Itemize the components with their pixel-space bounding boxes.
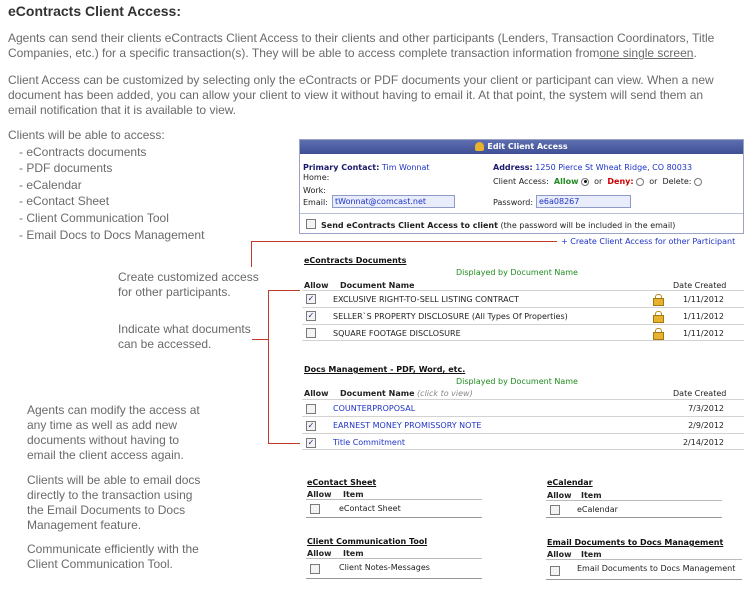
intro-text: . [693, 46, 697, 60]
access-list-title: Clients will be able to access: [8, 128, 165, 142]
password-field[interactable]: e6a08267 [536, 195, 631, 208]
communication-tool-title: Client Communication Tool [307, 537, 428, 546]
ecalendar-title: eCalendar [547, 478, 593, 487]
connector-line [268, 290, 300, 291]
allow-column-header: Allow [547, 491, 572, 500]
access-item: - Client Communication Tool [8, 210, 204, 227]
note-email-docs [27, 473, 200, 533]
delete-radio[interactable] [694, 178, 702, 186]
edit-client-access-panel [299, 139, 744, 234]
note-line: for other participants. [118, 285, 231, 299]
send-access-label: Send eContracts Client Access to client [321, 221, 498, 230]
note-line: Create customized access [118, 270, 259, 284]
item-label: eContact Sheet [339, 504, 401, 513]
allow-checkbox[interactable]: ✓ [307, 421, 315, 430]
intro-paragraph-2 [8, 73, 748, 118]
document-name-column-header: Document Name [340, 281, 415, 290]
note-line: Client Communication Tool. [27, 557, 173, 571]
note-indicate-docs [118, 322, 251, 352]
intro-line [8, 46, 748, 61]
create-access-link[interactable]: + Create Client Access for other Participant [561, 237, 736, 246]
allow-radio[interactable] [581, 178, 589, 186]
item-column-header: Item [343, 490, 364, 499]
document-date: 2/9/2012 [688, 421, 724, 430]
or-label: or [594, 177, 603, 186]
table-row [302, 416, 744, 433]
document-date: 1/11/2012 [682, 329, 724, 338]
allow-column-header: Allow [547, 550, 572, 559]
item-label: Email Documents to Docs Management [577, 564, 736, 573]
lock-icon [653, 294, 662, 304]
connector-line [251, 241, 252, 267]
allow-column-header: Allow [304, 281, 329, 290]
table-divider [546, 500, 722, 501]
email-docs-table [546, 538, 742, 580]
document-link[interactable]: EARNEST MONEY PROMISSORY NOTE [333, 421, 482, 430]
table-divider [306, 558, 482, 559]
panel-title: Edit Client Access [487, 142, 568, 151]
deny-label: Deny: [607, 177, 634, 186]
docs-sort-label: Displayed by Document Name [456, 377, 578, 386]
allow-checkbox[interactable] [306, 328, 316, 338]
econtact-sheet-table [306, 478, 482, 518]
document-link[interactable]: Title Commitment [333, 438, 406, 447]
date-created-column-header: Date Created [673, 389, 727, 398]
click-to-view-hint: (click to view) [417, 389, 473, 398]
document-name-header-text: Document Name [340, 389, 415, 398]
document-date: 2/14/2012 [682, 438, 724, 447]
document-date: 7/3/2012 [688, 404, 724, 413]
address-row [493, 163, 692, 172]
note-line: Clients will be able to email docs [27, 473, 201, 487]
send-access-note: (the password will be included in the email) [500, 221, 676, 230]
table-row [302, 290, 744, 307]
table-divider [306, 499, 482, 500]
primary-contact-name: Tim Wonnat [381, 163, 430, 172]
connector-line [268, 443, 300, 444]
lock-icon [653, 328, 662, 338]
allow-checkbox[interactable] [550, 505, 560, 515]
allow-checkbox[interactable] [306, 404, 316, 414]
item-column-header: Item [343, 549, 364, 558]
send-access-row [321, 221, 675, 230]
econtact-sheet-title: eContact Sheet [307, 478, 377, 487]
password-label: Password: [493, 198, 534, 207]
panel-divider [300, 213, 743, 214]
allow-label: Allow [553, 177, 579, 186]
connector-line [268, 290, 269, 443]
table-row [302, 324, 744, 341]
date-created-column-header: Date Created [673, 281, 727, 290]
table-row [302, 433, 744, 450]
delete-label: Delete: [662, 177, 692, 186]
note-line: Agents can modify the access at [27, 403, 200, 417]
primary-contact-row [303, 163, 430, 172]
econtracts-section-title: eContracts Documents [304, 256, 407, 265]
intro-line: Agents can send their clients eContracts Client Access to their clients and other participants (Lenders, Transaction Coordinators, Title [8, 31, 715, 45]
document-date: 1/11/2012 [682, 312, 724, 321]
item-column-header: Item [581, 550, 602, 559]
page-heading: eContracts Client Access: [8, 3, 181, 19]
deny-radio[interactable] [636, 178, 644, 186]
allow-checkbox[interactable]: ✓ [307, 311, 315, 320]
document-link[interactable]: COUNTERPROPOSAL [333, 404, 416, 413]
access-item: - PDF documents [8, 160, 204, 177]
intro-text: Companies, etc.) for a specific transaction(s). They will be able to access complete transaction information from [8, 46, 600, 60]
document-name: SELLER`S PROPERTY DISCLOSURE (All Types Of Properties) [333, 312, 568, 321]
client-access-label: Client Access: [493, 177, 549, 186]
address-label: Address: [493, 163, 533, 172]
allow-column-header: Allow [304, 389, 329, 398]
note-line: can be accessed. [118, 337, 212, 351]
note-line: directly to the transaction using [27, 488, 193, 502]
table-row [302, 399, 744, 416]
lock-icon [653, 311, 662, 321]
allow-column-header: Allow [307, 490, 332, 499]
send-access-checkbox[interactable] [306, 219, 316, 229]
one-screen-emphasis: one single screen [599, 46, 694, 60]
access-item: - eContact Sheet [8, 193, 204, 210]
econtracts-sort-label: Displayed by Document Name [456, 268, 578, 277]
document-date: 1/11/2012 [682, 295, 724, 304]
ecalendar-table [546, 478, 722, 518]
allow-checkbox[interactable] [550, 566, 560, 576]
table-divider [546, 559, 742, 560]
note-communicate [27, 542, 199, 572]
access-list [8, 127, 204, 243]
work-label: Work: [303, 186, 326, 195]
docs-management-section-title: Docs Management - PDF, Word, etc. [304, 365, 466, 374]
intro-line: email notification that it is available to view. [8, 103, 237, 117]
home-label: Home: [303, 173, 330, 182]
communication-tool-table [306, 537, 482, 579]
primary-contact-label: Primary Contact: [303, 163, 380, 172]
access-item: - eCalendar [8, 177, 204, 194]
email-docs-title: Email Documents to Docs Management [547, 538, 724, 547]
document-name: EXCLUSIVE RIGHT-TO-SELL LISTING CONTRACT [333, 295, 519, 304]
item-label: eCalendar [577, 505, 618, 514]
access-item: - Email Docs to Docs Management [8, 227, 204, 244]
users-icon [475, 142, 484, 151]
intro-line: document has been added, you can allow your client to view it without having to email it. At that point, the system will send them an [8, 88, 704, 102]
allow-checkbox[interactable]: ✓ [307, 438, 315, 447]
allow-column-header: Allow [307, 549, 332, 558]
document-name-column-header [340, 389, 473, 398]
email-field[interactable]: tWonnat@comcast.net [332, 195, 455, 208]
note-line: Management feature. [27, 518, 142, 532]
allow-checkbox[interactable] [310, 564, 320, 574]
note-line: any time as well as add new [27, 418, 178, 432]
item-column-header: Item [581, 491, 602, 500]
email-label: Email: [303, 198, 328, 207]
panel-header [300, 140, 743, 154]
client-access-row [493, 177, 702, 186]
address-value: 1250 Pierce St Wheat Ridge, CO 80033 [535, 163, 693, 172]
note-line: Indicate what documents [118, 322, 251, 336]
intro-line: Client Access can be customized by selecting only the eContracts or PDF documents your client or participant can view. When a new [8, 73, 714, 87]
document-name: SQUARE FOOTAGE DISCLOSURE [333, 329, 461, 338]
table-row [302, 307, 744, 324]
intro-paragraph-1 [8, 31, 748, 61]
note-line: documents without having to [27, 433, 180, 447]
allow-checkbox[interactable]: ✓ [307, 294, 315, 303]
item-label: Client Notes-Messages [339, 563, 430, 572]
note-modify-access [27, 403, 200, 463]
access-item: - eContracts documents [8, 144, 204, 161]
or-label: or [649, 177, 658, 186]
connector-line [252, 339, 268, 340]
allow-checkbox[interactable] [310, 504, 320, 514]
note-line: the Email Documents to Docs [27, 503, 186, 517]
note-line: email the client access again. [27, 448, 184, 462]
connector-line [251, 241, 557, 242]
note-line: Communicate efficiently with the [27, 542, 199, 556]
note-create-access [118, 270, 259, 300]
